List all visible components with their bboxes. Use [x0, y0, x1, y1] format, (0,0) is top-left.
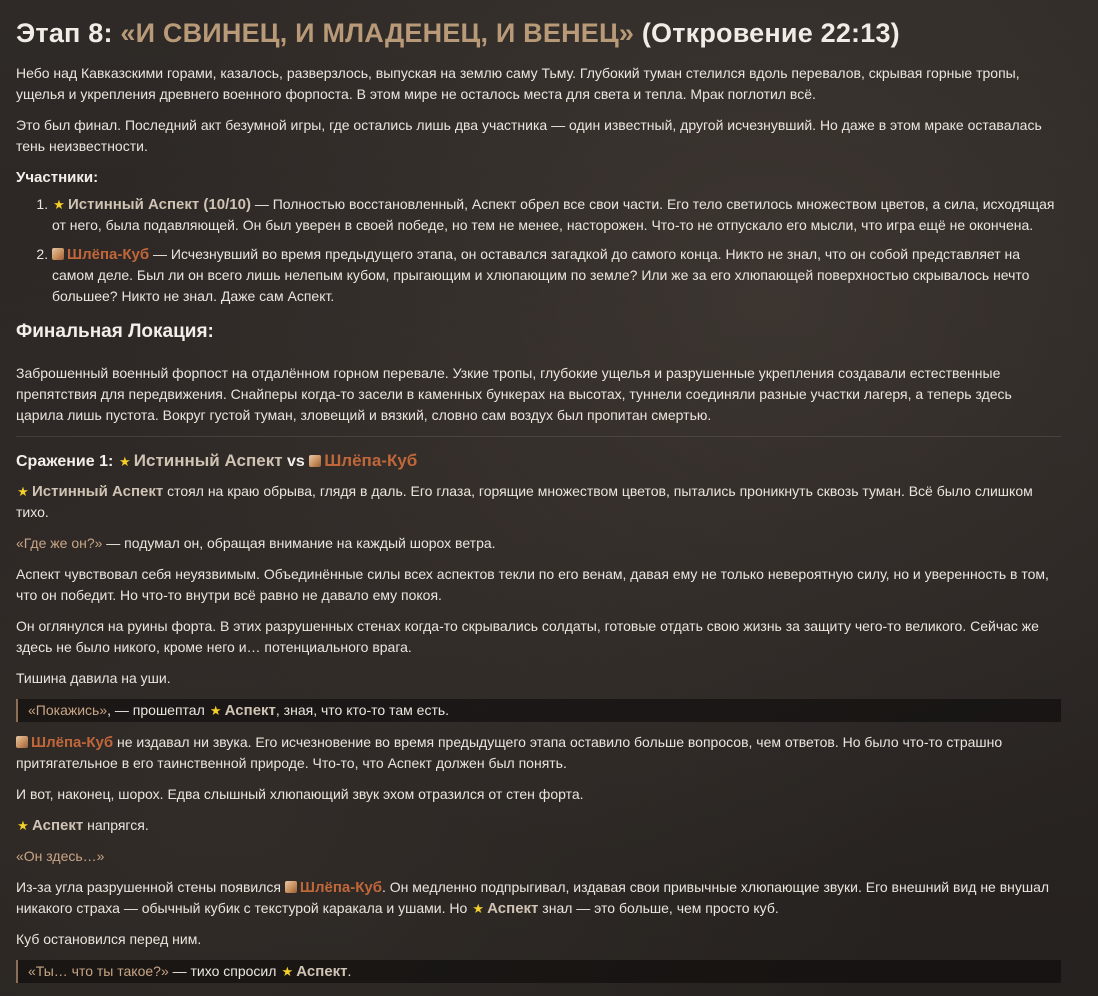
character-name-aspect: Аспект	[296, 963, 348, 980]
box-icon	[285, 881, 297, 893]
participant-text: — Полностью восстановленный, Аспект обрел все свои части. Его тело светилось множеством цветов, а сила, исходящая от него, была подавляющей. Он был уверен в своей победе, но тем не менее, насторожен. Что-то не отпускало его мысли, что игра ещё не окончена.	[52, 196, 1055, 233]
story-text: .	[347, 963, 352, 979]
story-text: не издавал ни звука. Его исчезновение во время предыдущего этапа оставило больше вопросов, чем ответов. Но было что-то страшно притягательное в его таинственной природе. Что-то, что Аспект должен был понять.	[16, 734, 1003, 771]
story-text: — подумал он, обращая внимание на каждый шорох ветра.	[102, 535, 496, 551]
intro-paragraph-2: Это был финал. Последний акт безумной игры, где остались лишь два участника — один известный, другой исчезнувший. Но даже в этом мраке оставалась тень неизвестности.	[16, 117, 1042, 154]
star-icon: ★	[209, 703, 222, 718]
dialogue-quote	[16, 960, 1061, 983]
quote-text: «Покажись»	[28, 702, 108, 718]
participant-item	[52, 244, 1061, 307]
box-icon	[309, 455, 321, 467]
quote-text: «Ты… что ты такое?»	[28, 963, 169, 979]
participant-name-aspect: Истинный Аспект (10/10)	[68, 196, 251, 213]
battle-heading	[16, 451, 1061, 471]
character-name-aspect: Аспект	[32, 817, 84, 834]
story-paragraph: И вот, наконец, шорох. Едва слышный хлюпающий звук эхом отразился от стен форта.	[16, 786, 584, 802]
article	[16, 14, 1061, 993]
battle-vs: vs	[282, 453, 310, 470]
participants-heading: Участники:	[16, 169, 99, 186]
participant-item	[52, 194, 1061, 236]
character-name-cube: Шлёпа-Куб	[31, 734, 114, 751]
battle-label: Сражение 1:	[16, 453, 118, 470]
story-paragraph: Куб остановился перед ним.	[16, 931, 202, 947]
story-text: , зная, что кто-то там есть.	[275, 702, 450, 718]
story-paragraph	[16, 533, 1061, 554]
story-paragraph: Аспект чувствовал себя неуязвимым. Объединённые силы всех аспектов текли по его венам, давая ему не только невероятную силу, но и уверенность в том, что он победит. Но что-то внутри всё равно не давало ему покоя.	[16, 566, 1049, 603]
intro-paragraph-1: Небо над Кавказскими горами, казалось, разверзлось, выпуская на землю саму Тьму. Глубокий туман стелился вдоль перевалов, скрывая горные тропы, ущелья и укрепления древнего военного форпоста. В этом мире не осталось места для света и тепла. Мрак поглотил всё.	[16, 65, 1020, 102]
participant-name-cube: Шлёпа-Куб	[67, 246, 150, 263]
thought-quote: «Он здесь…»	[16, 848, 105, 864]
box-icon	[16, 736, 28, 748]
stage-title	[16, 18, 1061, 49]
character-name-aspect: Истинный Аспект	[32, 483, 164, 500]
battle-fighter-cube: Шлёпа-Куб	[324, 451, 418, 470]
dialogue-quote	[16, 699, 1061, 722]
story-paragraph	[16, 732, 1061, 774]
story-paragraph	[16, 877, 1061, 919]
story-text: Из-за угла разрушенной стены появился	[16, 879, 285, 895]
story-text: стоял на краю обрыва, глядя в даль. Его глаза, горящие множеством цветов, пытались проникнуть сквозь туман. Всё было слишком тихо.	[16, 483, 1033, 520]
box-icon	[52, 248, 64, 260]
story-text: . Он медленно подпрыгивал, издавая свои привычные хлюпающие звуки. Его внешний вид не внушал никакого страха — обычный кубик с текстурой каракала и ушами. Но	[16, 879, 1050, 916]
section-divider	[16, 436, 1061, 437]
character-name-aspect: Аспект	[224, 702, 276, 719]
character-name-aspect: Аспект	[487, 900, 539, 917]
battle-fighter-aspect: Истинный Аспект	[133, 451, 283, 470]
story-text: , — прошептал	[107, 702, 209, 718]
story-paragraph: Он оглянулся на руины форта. В этих разрушенных стенах когда-то скрывались солдаты, готовые отдать свою жизнь за защиту чего-то великого. Сейчас же здесь не было никого, кроме него и… потенциального врага.	[16, 618, 1039, 655]
stage-title-accent: «И СВИНЕЦ, И МЛАДЕНЕЦ, И ВЕНЕЦ»	[120, 18, 635, 48]
star-icon: ★	[17, 484, 29, 499]
star-icon: ★	[17, 818, 29, 833]
story-text: напрягся.	[83, 817, 149, 833]
participants-list	[16, 194, 1061, 307]
story-paragraph	[16, 846, 1061, 867]
participant-text: — Исчезнувший во время предыдущего этапа, он оставался загадкой до самого конца. Никто не знал, что он собой представляет на самом деле. Был ли он всего лишь нелепым кубом, прыгающим и хлюпающим по земле? Или же за его хлюпающей поверхностью скрывалось нечто большее? Никто не знал. Даже сам Аспект.	[52, 246, 1030, 304]
star-icon: ★	[472, 901, 484, 916]
location-heading: Финальная Локация:	[16, 321, 214, 342]
star-icon: ★	[281, 964, 294, 979]
thought-quote: «Где же он?»	[16, 535, 103, 551]
story-paragraph	[16, 815, 1061, 836]
story-paragraph: Тишина давила на уши.	[16, 670, 171, 686]
character-name-cube: Шлёпа-Куб	[299, 879, 383, 896]
stage-title-prefix: Этап 8:	[16, 18, 121, 48]
stage-title-suffix: (Откровение 22:13)	[634, 18, 900, 48]
star-icon: ★	[118, 454, 131, 469]
story-paragraph	[16, 481, 1061, 523]
story-text: — тихо спросил	[168, 963, 281, 979]
location-text: Заброшенный военный форпост на отдалённом горном перевале. Узкие тропы, глубокие ущелья и разрушенные укрепления создавали естественные препятствия для передвижения. Снайперы когда-то засели в каменных бункерах на высотах, туннели соединяли разные участки лагеря, а теперь здесь царила лишь пустота. Вокруг густой туман, зловещий и вязкий, словно сам воздух был пропитан смертью.	[16, 365, 1012, 423]
story-text: знал — это больше, чем просто куб.	[538, 900, 779, 916]
star-icon: ★	[53, 197, 65, 212]
